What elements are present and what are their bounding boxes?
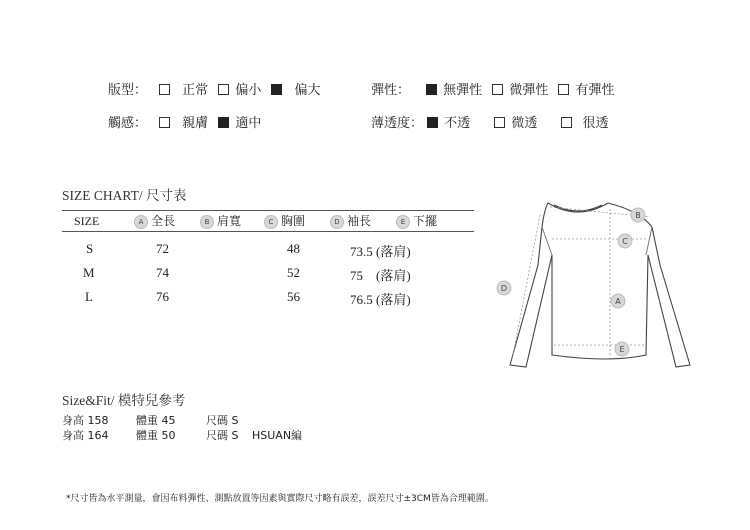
checkbox-fit-small bbox=[218, 84, 229, 95]
cell-size: L bbox=[85, 289, 93, 304]
cell-chest: 56 bbox=[287, 289, 300, 304]
header-col-e-label: 下擺 bbox=[413, 214, 438, 228]
model-height: 身高 158 bbox=[62, 414, 109, 427]
header-col-d bbox=[330, 213, 371, 229]
checkbox-sheer-very bbox=[561, 117, 572, 128]
model-weight: 體重 50 bbox=[136, 429, 176, 442]
checkbox-fit-normal bbox=[159, 84, 170, 95]
opt-elastic-yes: 有彈性 bbox=[575, 83, 615, 98]
header-col-d-label: 袖長 bbox=[347, 214, 372, 228]
marker-c: C bbox=[622, 237, 628, 246]
cell-sleeve: 75 (落肩) bbox=[350, 268, 411, 283]
header-col-a-label: 全長 bbox=[151, 214, 176, 228]
attr-sheerness-label: 薄透度： bbox=[371, 116, 424, 131]
cell-length: 74 bbox=[156, 265, 169, 280]
size-chart-header bbox=[62, 210, 474, 232]
badge-a: A bbox=[134, 215, 148, 229]
checkbox-sheer-slight bbox=[494, 117, 505, 128]
header-size: SIZE bbox=[74, 214, 100, 228]
size-row-m bbox=[0, 265, 470, 283]
model-weight: 體重 45 bbox=[136, 414, 176, 427]
cell-size: S bbox=[86, 241, 94, 256]
cell-size: M bbox=[83, 265, 95, 280]
marker-a: A bbox=[615, 297, 621, 306]
checkbox-elastic-none bbox=[426, 84, 437, 95]
cell-length: 76 bbox=[156, 289, 169, 304]
size-fit-title: Size&Fit/ 模特兒參考 bbox=[62, 393, 186, 408]
opt-fit-large: 偏大 bbox=[294, 83, 321, 98]
badge-e: E bbox=[396, 215, 410, 229]
size-row-l bbox=[0, 289, 470, 307]
opt-fit-normal: 正常 bbox=[182, 83, 209, 98]
attr-fit-label: 版型： bbox=[108, 83, 148, 98]
opt-touch-soft: 親膚 bbox=[182, 116, 209, 131]
header-col-e bbox=[396, 213, 437, 229]
model-name: HSUAN編 bbox=[252, 429, 303, 442]
model-height: 身高 164 bbox=[62, 429, 109, 442]
checkbox-touch-soft bbox=[159, 117, 170, 128]
marker-e: E bbox=[619, 345, 625, 354]
footnote: *尺寸皆為水平測量，會因布料彈性、測點放置等因素與實際尺寸略有誤差，誤差尺寸±3CM皆為合理範圍。 bbox=[66, 494, 494, 504]
badge-b: B bbox=[200, 215, 214, 229]
attr-elasticity bbox=[371, 82, 620, 100]
header-col-c bbox=[264, 213, 305, 229]
cell-length: 72 bbox=[156, 241, 169, 256]
garment-diagram bbox=[490, 195, 705, 375]
opt-elastic-slight: 微彈性 bbox=[509, 83, 549, 98]
opt-sheer-very: 很透 bbox=[582, 116, 609, 131]
size-row-s bbox=[0, 241, 470, 259]
attr-sheerness bbox=[371, 115, 614, 133]
header-col-c-label: 胸圍 bbox=[281, 214, 306, 228]
checkbox-elastic-slight bbox=[492, 84, 503, 95]
checkbox-fit-large bbox=[271, 84, 282, 95]
checkbox-elastic-yes bbox=[558, 84, 569, 95]
opt-elastic-none: 無彈性 bbox=[443, 83, 483, 98]
header-col-a bbox=[134, 213, 175, 229]
cell-sleeve: 76.5 (落肩) bbox=[350, 292, 411, 307]
attr-elasticity-label: 彈性： bbox=[371, 83, 411, 98]
header-col-b-label: 肩寬 bbox=[217, 214, 242, 228]
cell-chest: 48 bbox=[287, 241, 300, 256]
attr-touch bbox=[108, 115, 267, 133]
attr-fit bbox=[108, 82, 326, 100]
opt-touch-medium: 適中 bbox=[235, 116, 262, 131]
attr-touch-label: 觸感： bbox=[108, 116, 148, 131]
badge-c: C bbox=[264, 215, 278, 229]
marker-b: B bbox=[635, 211, 641, 220]
opt-sheer-none: 不透 bbox=[444, 116, 471, 131]
opt-sheer-slight: 微透 bbox=[511, 116, 538, 131]
cell-chest: 52 bbox=[287, 265, 300, 280]
opt-fit-small: 偏小 bbox=[235, 83, 262, 98]
model-row-2 bbox=[62, 427, 362, 443]
header-col-b bbox=[200, 213, 241, 229]
marker-d: D bbox=[500, 284, 508, 293]
badge-d: D bbox=[330, 215, 344, 229]
model-size: 尺碼 S bbox=[206, 414, 239, 427]
model-row-1 bbox=[62, 412, 362, 428]
size-chart-title: SIZE CHART/ 尺寸表 bbox=[62, 188, 187, 203]
checkbox-touch-medium bbox=[218, 117, 229, 128]
cell-sleeve: 73.5 (落肩) bbox=[350, 244, 411, 259]
model-size: 尺碼 S bbox=[206, 429, 239, 442]
checkbox-sheer-none bbox=[427, 117, 438, 128]
